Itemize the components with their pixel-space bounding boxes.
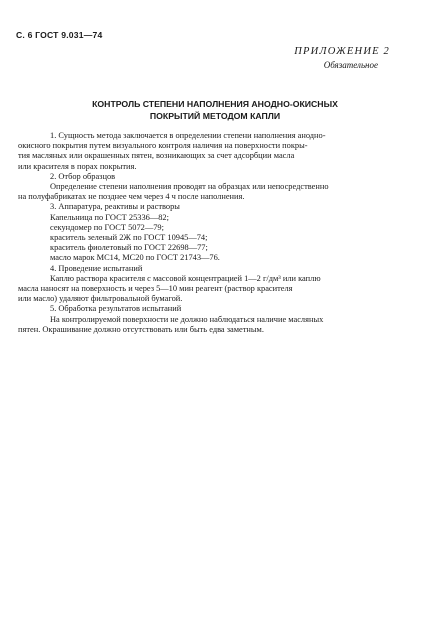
list-item: краситель фиолетовый по ГОСТ 22698—77; bbox=[50, 243, 208, 253]
section-1-line-4: или красителя в порах покрытия. bbox=[18, 161, 137, 171]
list-item: краситель зеленый 2Ж по ГОСТ 10945—74; bbox=[50, 233, 208, 243]
section-1-line-2: окисного покрытия путем визуального контроля наличия на поверхности покры- bbox=[18, 141, 308, 151]
section-2-line-1: Определение степени наполнения проводят на образцах или непосредственно bbox=[50, 182, 329, 192]
title-line-2: ПОКРЫТИЙ МЕТОДОМ КАПЛИ bbox=[149, 111, 281, 121]
document-body bbox=[18, 131, 405, 335]
section-5-heading: 5. Обработка результатов испытаний bbox=[50, 304, 182, 314]
section-4-line-2: масла наносят на поверхность и через 5—10 мин реагент (раствор красителя bbox=[18, 284, 293, 294]
list-item: секундомер по ГОСТ 5072—79; bbox=[50, 222, 164, 232]
section-2-line-2: на полуфабрикатах не позднее чем через 4 ч после наполнения. bbox=[18, 192, 245, 202]
section-2-heading: 2. Отбор образцов bbox=[50, 171, 116, 181]
document-title bbox=[40, 98, 390, 122]
section-1-line-3: тия масляных или окрашенных пятен, возникающих за счет адсорбции масла bbox=[18, 151, 295, 161]
section-4-heading: 4. Проведение испытаний bbox=[50, 263, 143, 273]
appendix-status: Обязательное bbox=[323, 60, 378, 70]
title-line-1: КОНТРОЛЬ СТЕПЕНИ НАПОЛНЕНИЯ АНОДНО-ОКИСНЫХ bbox=[92, 99, 338, 109]
appendix-label: ПРИЛОЖЕНИЕ 2 bbox=[294, 46, 390, 57]
section-5-line-2: пятен. Окрашивание должно отсутствовать или быть едва заметным. bbox=[18, 324, 264, 334]
list-item: масло марок МС14, МС20 по ГОСТ 21743—76. bbox=[50, 253, 220, 263]
section-4-line-3: или масло) удаляют фильтровальной бумагой. bbox=[18, 294, 183, 304]
section-1-line-1: 1. Сущность метода заключается в определении степени наполнения анодно- bbox=[50, 131, 326, 140]
section-4-line-1: Каплю раствора красителя с массовой концентрацией 1—2 г/дм³ или каплю bbox=[50, 273, 321, 283]
appendix-block bbox=[294, 46, 390, 70]
section-3-heading: 3. Аппаратура, реактивы и растворы bbox=[50, 202, 180, 212]
section-5-line-1: На контролируемой поверхности не должно наблюдаться наличие масляных bbox=[50, 314, 324, 324]
page-header: С. 6 ГОСТ 9.031—74 bbox=[16, 30, 103, 40]
list-item: Капельница по ГОСТ 25336—82; bbox=[50, 212, 169, 222]
